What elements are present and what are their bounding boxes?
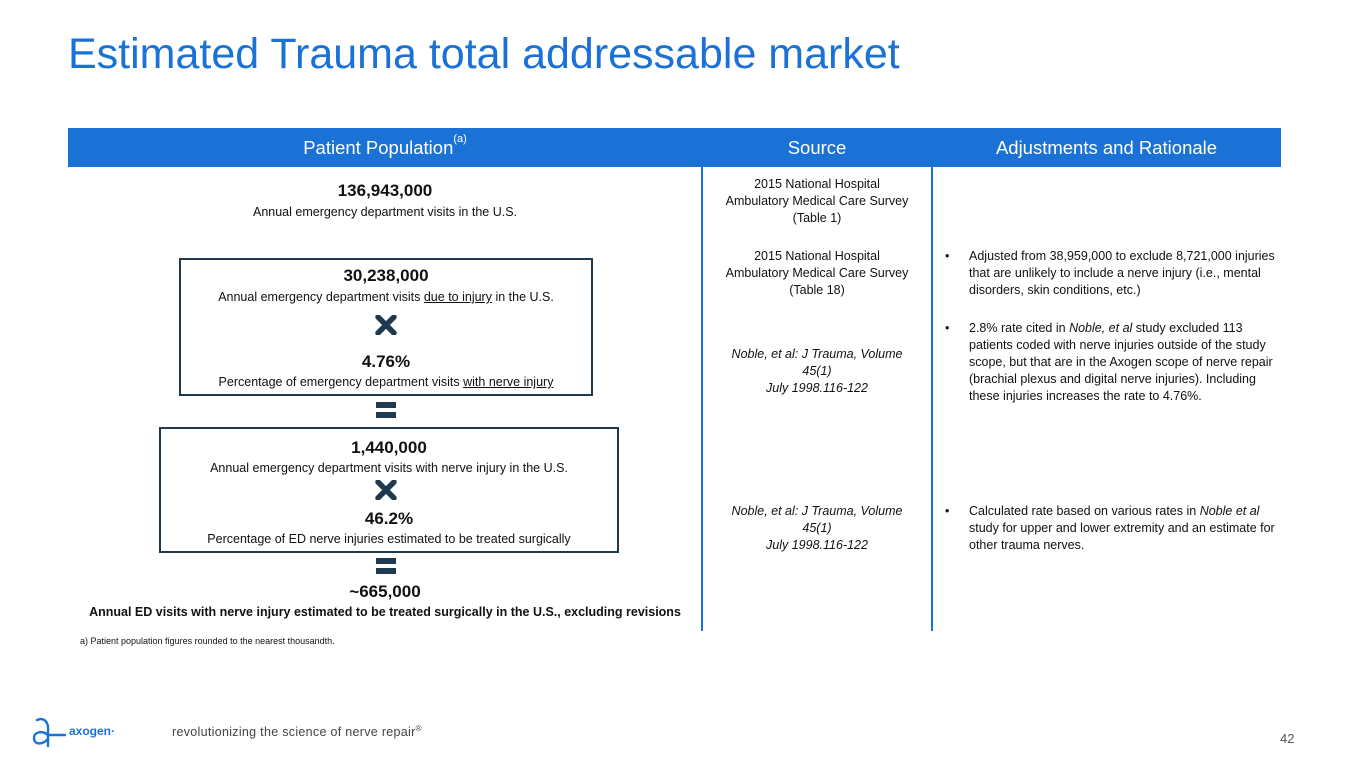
source-line: July 1998.116-122	[766, 381, 868, 395]
total-visits-desc: Annual emergency department visits in the U.S.	[252, 205, 518, 219]
equals-icon	[375, 401, 397, 419]
axogen-logo-text	[69, 724, 115, 738]
nerve-rate-desc-underlined: with nerve injury	[463, 375, 554, 389]
adjustment-3-post: study for upper and lower extremity and an estimate for other trauma nerves.	[969, 521, 1275, 552]
registered-mark: ®	[415, 724, 422, 733]
source-line: Noble, et al: J Trauma, Volume	[731, 347, 903, 361]
result-desc: Annual ED visits with nerve injury estimated to be treated surgically in the U.S., excluding revisions	[89, 605, 681, 619]
adjustment-2-pre: 2.8% rate cited in	[969, 321, 1070, 335]
source-3	[703, 346, 931, 397]
nerve-rate-desc-pre: Percentage of emergency department visits	[218, 375, 464, 389]
logo-wordmark: axogen	[69, 724, 112, 738]
adjustment-1	[945, 248, 1275, 300]
header-patient-population	[68, 128, 702, 167]
source-line: Ambulatory Medical Care Survey	[725, 266, 909, 280]
nerve-rate-desc	[179, 375, 593, 389]
injury-desc-post: in the U.S.	[491, 290, 554, 304]
bullet-icon: •	[945, 321, 950, 335]
multiply-icon	[375, 480, 397, 500]
adjustment-3-pre: Calculated rate based on various rates in	[969, 504, 1200, 518]
adjustment-1-text: Adjusted from 38,959,000 to exclude 8,721,000 injuries that are unlikely to include a nerve injury (i.e., mental disorders, skin conditions, etc.)	[969, 249, 1275, 297]
page-title: Estimated Trauma total addressable market	[68, 30, 900, 78]
injury-visits-desc	[179, 290, 593, 304]
nerve-rate-value: 4.76%	[361, 352, 411, 371]
source-line: (Table 18)	[789, 283, 845, 297]
surgical-rate-value: 46.2%	[364, 509, 414, 528]
adjustment-3-italic: Noble et al	[1199, 504, 1260, 518]
source-1	[703, 176, 931, 227]
source-line: Ambulatory Medical Care Survey	[725, 194, 909, 208]
column-divider-1	[701, 167, 703, 631]
injury-desc-pre: Annual emergency department visits	[218, 290, 424, 304]
multiply-icon	[375, 315, 397, 335]
result-value: ~665,000	[349, 582, 421, 601]
source-line: 45(1)	[802, 521, 832, 535]
header-col1-label: Patient Population	[303, 137, 454, 158]
footer-tagline	[172, 724, 422, 739]
adjustment-2	[945, 320, 1275, 424]
column-divider-2	[931, 167, 933, 631]
page-number: 42	[1280, 731, 1295, 746]
bullet-icon: •	[945, 249, 950, 263]
surgical-rate-desc: Percentage of ED nerve injuries estimated to be treated surgically	[207, 532, 571, 546]
bullet-icon: •	[945, 504, 950, 518]
adjustment-3	[945, 503, 1275, 555]
adjustment-3-text	[969, 503, 1275, 554]
source-4	[703, 503, 931, 554]
injury-visits-value: 30,238,000	[343, 266, 429, 285]
table-header	[68, 128, 1281, 167]
axogen-logo-icon	[30, 715, 66, 754]
source-line: Noble, et al: J Trauma, Volume	[731, 504, 903, 518]
injury-desc-underlined: due to injury	[423, 290, 492, 304]
tagline-text: revolutionizing the science of nerve repair	[172, 725, 416, 740]
header-col1-footnote-mark: (a)	[453, 133, 467, 145]
equals-icon	[375, 557, 397, 575]
source-line: 2015 National Hospital	[754, 177, 880, 191]
nerve-visits-value: 1,440,000	[351, 438, 427, 457]
header-adjustments: Adjustments and Rationale	[995, 137, 1218, 158]
footnote: a) Patient population figures rounded to the nearest thousandth.	[80, 636, 335, 646]
source-line: July 1998.116-122	[766, 538, 868, 552]
adjustment-2-post: study excluded 113 patients coded with nerve injuries outside of the study scope, but that are in the Axogen scope of nerve repair (brachial plexus and digital nerve injuries). Including these injuries increases the rate to 4.76%.	[969, 321, 1273, 403]
logo-mark: ·	[111, 724, 116, 738]
total-visits-value: 136,943,000	[337, 181, 433, 200]
header-source: Source	[787, 137, 847, 158]
source-2	[703, 248, 931, 299]
adjustment-2-italic: Noble, et al	[1069, 321, 1133, 335]
source-line: 45(1)	[802, 364, 832, 378]
nerve-visits-desc: Annual emergency department visits with nerve injury in the U.S.	[210, 461, 568, 475]
source-line: (Table 1)	[792, 211, 842, 225]
adjustment-2-text	[969, 320, 1275, 405]
source-line: 2015 National Hospital	[754, 249, 880, 263]
